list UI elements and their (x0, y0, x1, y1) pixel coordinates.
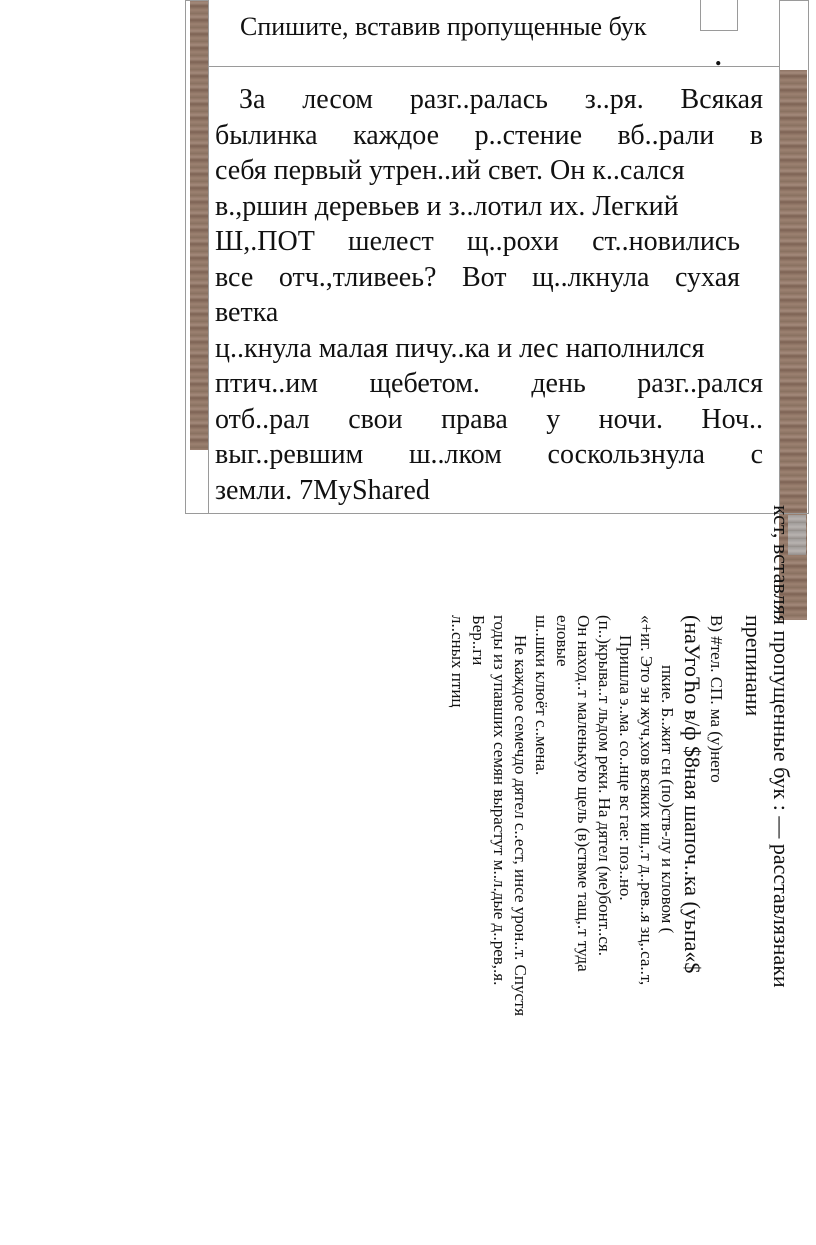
header-corner-cell (700, 0, 738, 31)
page-title: Спишите, вставив пропущенные бук (240, 12, 647, 41)
rotated-line: препинани (741, 615, 766, 717)
passage-line: выг..ревшим ш..лком соскользнула с (215, 439, 763, 470)
rotated-line: Бер..ги (469, 615, 488, 666)
rotated-line: кст, вставляя пропущенные бук : — расставлязнаки (769, 505, 794, 988)
passage-line: За лесом разг..ралась з..ря. Всякая (239, 84, 763, 115)
rotated-line: Он наход..т маленькую щель (в)ствме тащ,.т туда (574, 615, 593, 972)
rotated-line: ш..шки клюёт с..мена. (532, 615, 551, 776)
passage-line: былинка каждое р..стение вб..рали в (215, 119, 763, 151)
corner-mark: . (715, 42, 722, 71)
rotated-line: В) #тел. СП. ма (у)него (707, 615, 726, 783)
passage-line: в.,ршин деревьев и з..лотил их. Легкий (215, 190, 679, 222)
rotated-line: л..сных птиц (448, 615, 467, 708)
passage-line: птич..им щебетом. день разг..рался (215, 368, 763, 399)
passage-line: ветка (215, 297, 279, 328)
rotated-page (405, 505, 795, 1245)
passage-text (215, 82, 763, 508)
rotated-line: Пришла э..ма. со..нце вс гае: поз..но. (616, 635, 635, 901)
rotated-line: пкие. Б..жит сн (по)ств-лу и кловом ( (658, 665, 677, 934)
passage-line: земли. 7MyShared (215, 474, 430, 506)
rotated-line: Не каждое семечдо дятел с..ест, инсе урон..т. Спустя (511, 635, 530, 1017)
passage-line: ц..кнула малая пичу..ка и лес наполнился (215, 332, 705, 364)
passage-line: Ш,.ПОТ шелест щ..рохи ст..новились (215, 226, 740, 257)
rotated-line: годы из упавших семян вырастут м..л.дые д..рев,.я. (490, 615, 509, 986)
passage-line: себя первый утрен..ий свет. Он к..сался (215, 155, 685, 186)
rotated-line: еловые (553, 615, 572, 667)
rotated-line: (наУгоЋо в/ф $8ная шапоч..ка (уьпа«$ (680, 615, 705, 974)
rotated-line: «+иг. Это эн жуч,хов всяких иш,.т д..рев..я зц,.са..т, (637, 615, 656, 986)
passage-line: все отч.,тливееь? Вот щ..лкнула сухая (215, 261, 740, 293)
rotated-line: (п..)крыва..т льдом реки. На дятел (ме)бонт..ся. (595, 615, 614, 956)
passage-line: отб..рал свои права у ночи. Ноч.. (215, 403, 763, 435)
